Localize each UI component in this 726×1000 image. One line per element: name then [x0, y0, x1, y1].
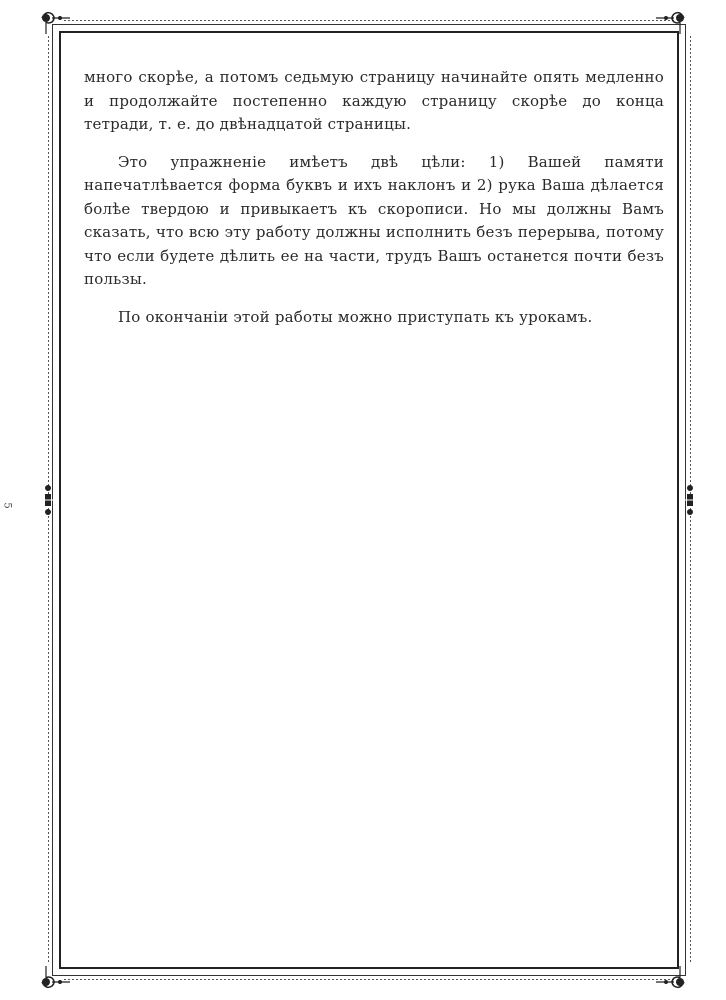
- corner-ornament-icon: [38, 966, 72, 992]
- side-ornament-icon: [683, 482, 697, 518]
- corner-ornament-icon: [654, 8, 688, 34]
- side-ornament-icon: [41, 482, 55, 518]
- paragraph: По окончаніи этой работы можно приступать къ урокамъ.: [118, 307, 593, 326]
- paragraph: Это упражненіе имѣетъ двѣ цѣли: 1) Вашей памяти напечатлѣвается форма буквъ и ихъ наклонъ и 2) рука Ваша дѣлается болѣе твердою и привыкаетъ къ скорописи. Но мы должны Вамъ сказать, что всю эту работу должны исполнить безъ перерыва, потому что если будете дѣлить ее на части, трудъ Вашъ останется почти безъ пользы.: [84, 152, 664, 288]
- margin-page-mark: 5: [1, 502, 13, 509]
- body-text: [84, 66, 664, 343]
- corner-ornament-icon: [654, 966, 688, 992]
- corner-ornament-icon: [38, 8, 72, 34]
- bottom-ornament-rule: [64, 979, 674, 980]
- top-ornament-rule: [64, 20, 674, 21]
- paragraph: много скорѣе, а потомъ седьмую страницу начинайте опять медленно и продолжайте постепенно каждую страницу скорѣе до конца тетради, т. е. до двѣнадцатой страницы.: [84, 68, 664, 133]
